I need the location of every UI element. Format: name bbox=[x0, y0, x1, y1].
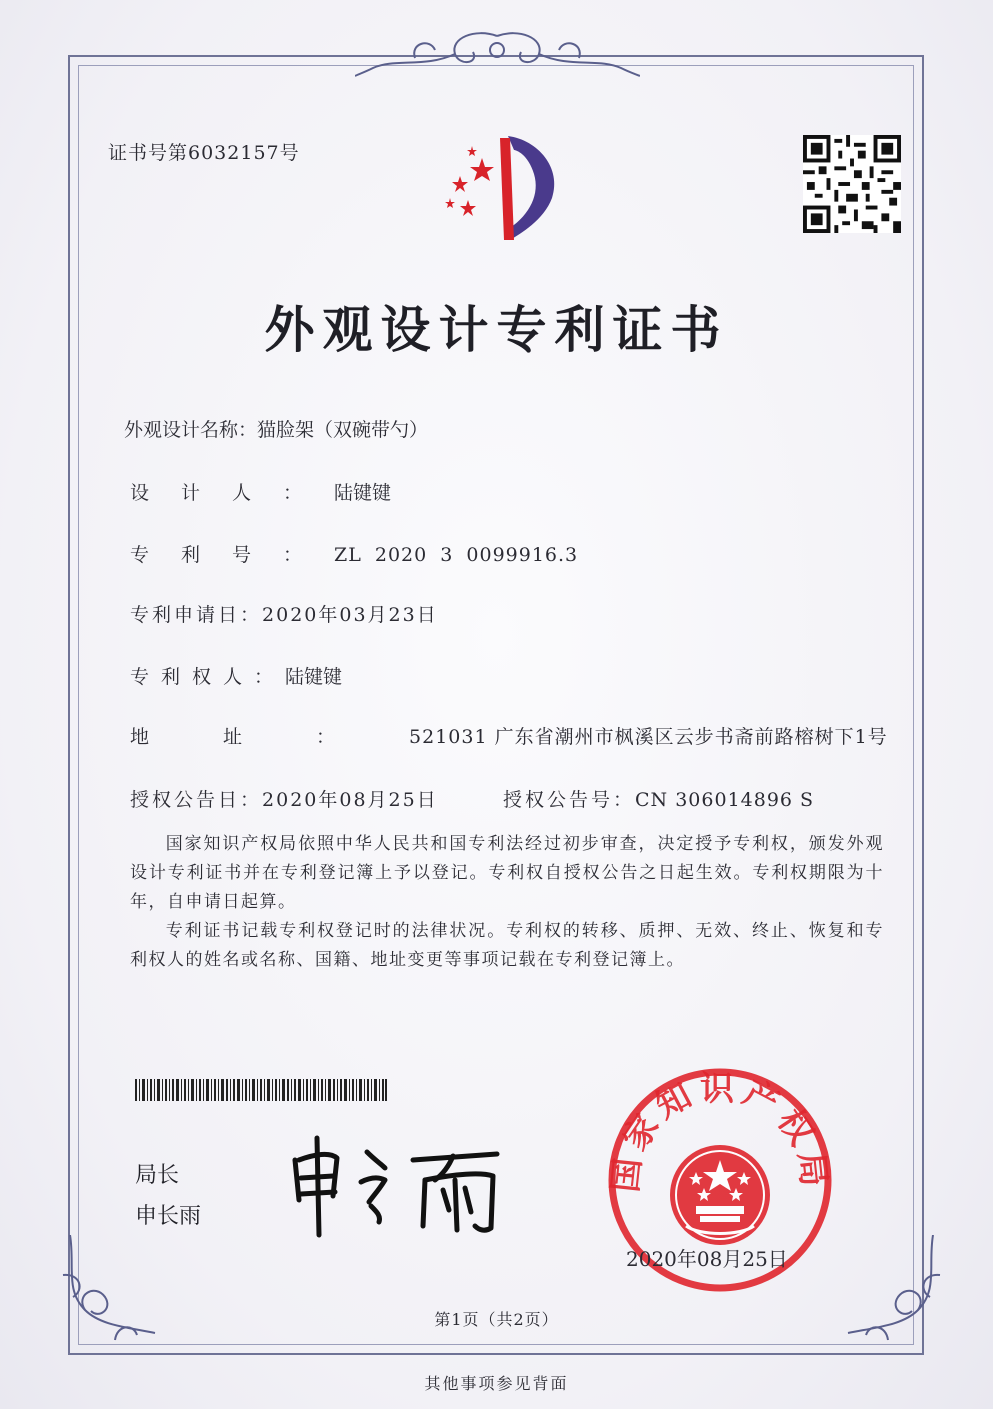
seal-date: 2020年08月25日 bbox=[626, 1247, 788, 1271]
handwritten-signature bbox=[285, 1130, 515, 1240]
cnipa-logo bbox=[430, 128, 580, 248]
patentee-value: 陆键键 bbox=[285, 666, 343, 688]
body-paragraph-2: 专利证书记载专利权登记时的法律状况。专利权的转移、质押、无效、终止、恢复和专利权人的姓名或名称、国籍、地址变更等事项记载在专利登记簿上。 bbox=[130, 921, 884, 970]
barcode bbox=[135, 1079, 387, 1101]
design-name-row bbox=[124, 415, 428, 442]
apply-date-label: 专利申请日： bbox=[130, 604, 263, 626]
apply-date-row bbox=[130, 600, 438, 627]
patent-no-value: ZL 2020 3 0099916.3 bbox=[334, 544, 579, 566]
apply-date-value: 2020年03月23日 bbox=[262, 604, 438, 626]
announce-date-value: 2020年08月25日 bbox=[262, 789, 438, 811]
director-name: 申长雨 bbox=[135, 1204, 202, 1229]
body-paragraph-1: 国家知识产权局依照中华人民共和国专利法经过初步审查，决定授予专利权，颁发外观设计专利证书并在专利登记簿上予以登记。专利权自授权公告之日起生效。专利权期限为十年，自申请日起算。 bbox=[130, 834, 884, 912]
designer-value: 陆键键 bbox=[334, 482, 392, 504]
seal-text: 国家知识产权局 bbox=[605, 1069, 835, 1195]
patent-no-row bbox=[130, 540, 578, 567]
footer-note: 其他事项参见背面 bbox=[424, 1374, 569, 1393]
patentee-row bbox=[130, 662, 342, 689]
design-name-label: 外观设计名称： bbox=[124, 419, 258, 441]
qr-code bbox=[803, 135, 901, 233]
design-name-value: 猫脸架（双碗带勺） bbox=[257, 419, 429, 441]
announce-no-label: 授权公告号： bbox=[503, 789, 636, 811]
address-row bbox=[130, 722, 888, 749]
announce-no-value: CN 306014896 S bbox=[635, 789, 815, 811]
announce-date-row bbox=[130, 785, 438, 812]
page-indicator: 第1页（共2页） bbox=[434, 1310, 559, 1329]
director-title: 局长 bbox=[135, 1163, 180, 1188]
designer-label: 设计人： bbox=[130, 482, 335, 504]
announce-no-row bbox=[503, 785, 814, 812]
address-value: 521031 广东省潮州市枫溪区云步书斋前路榕树下1号 bbox=[409, 726, 888, 748]
announce-date-label: 授权公告日： bbox=[130, 789, 263, 811]
top-ornament bbox=[355, 28, 640, 80]
address-label: 地址： bbox=[130, 726, 410, 748]
certificate-number: 证书号第6032157号 bbox=[108, 142, 300, 164]
patentee-label: 专利权人： bbox=[130, 666, 286, 688]
designer-row bbox=[130, 478, 391, 505]
patent-no-label: 专利号： bbox=[130, 544, 335, 566]
certificate-title: 外观设计专利证书 bbox=[264, 301, 729, 359]
